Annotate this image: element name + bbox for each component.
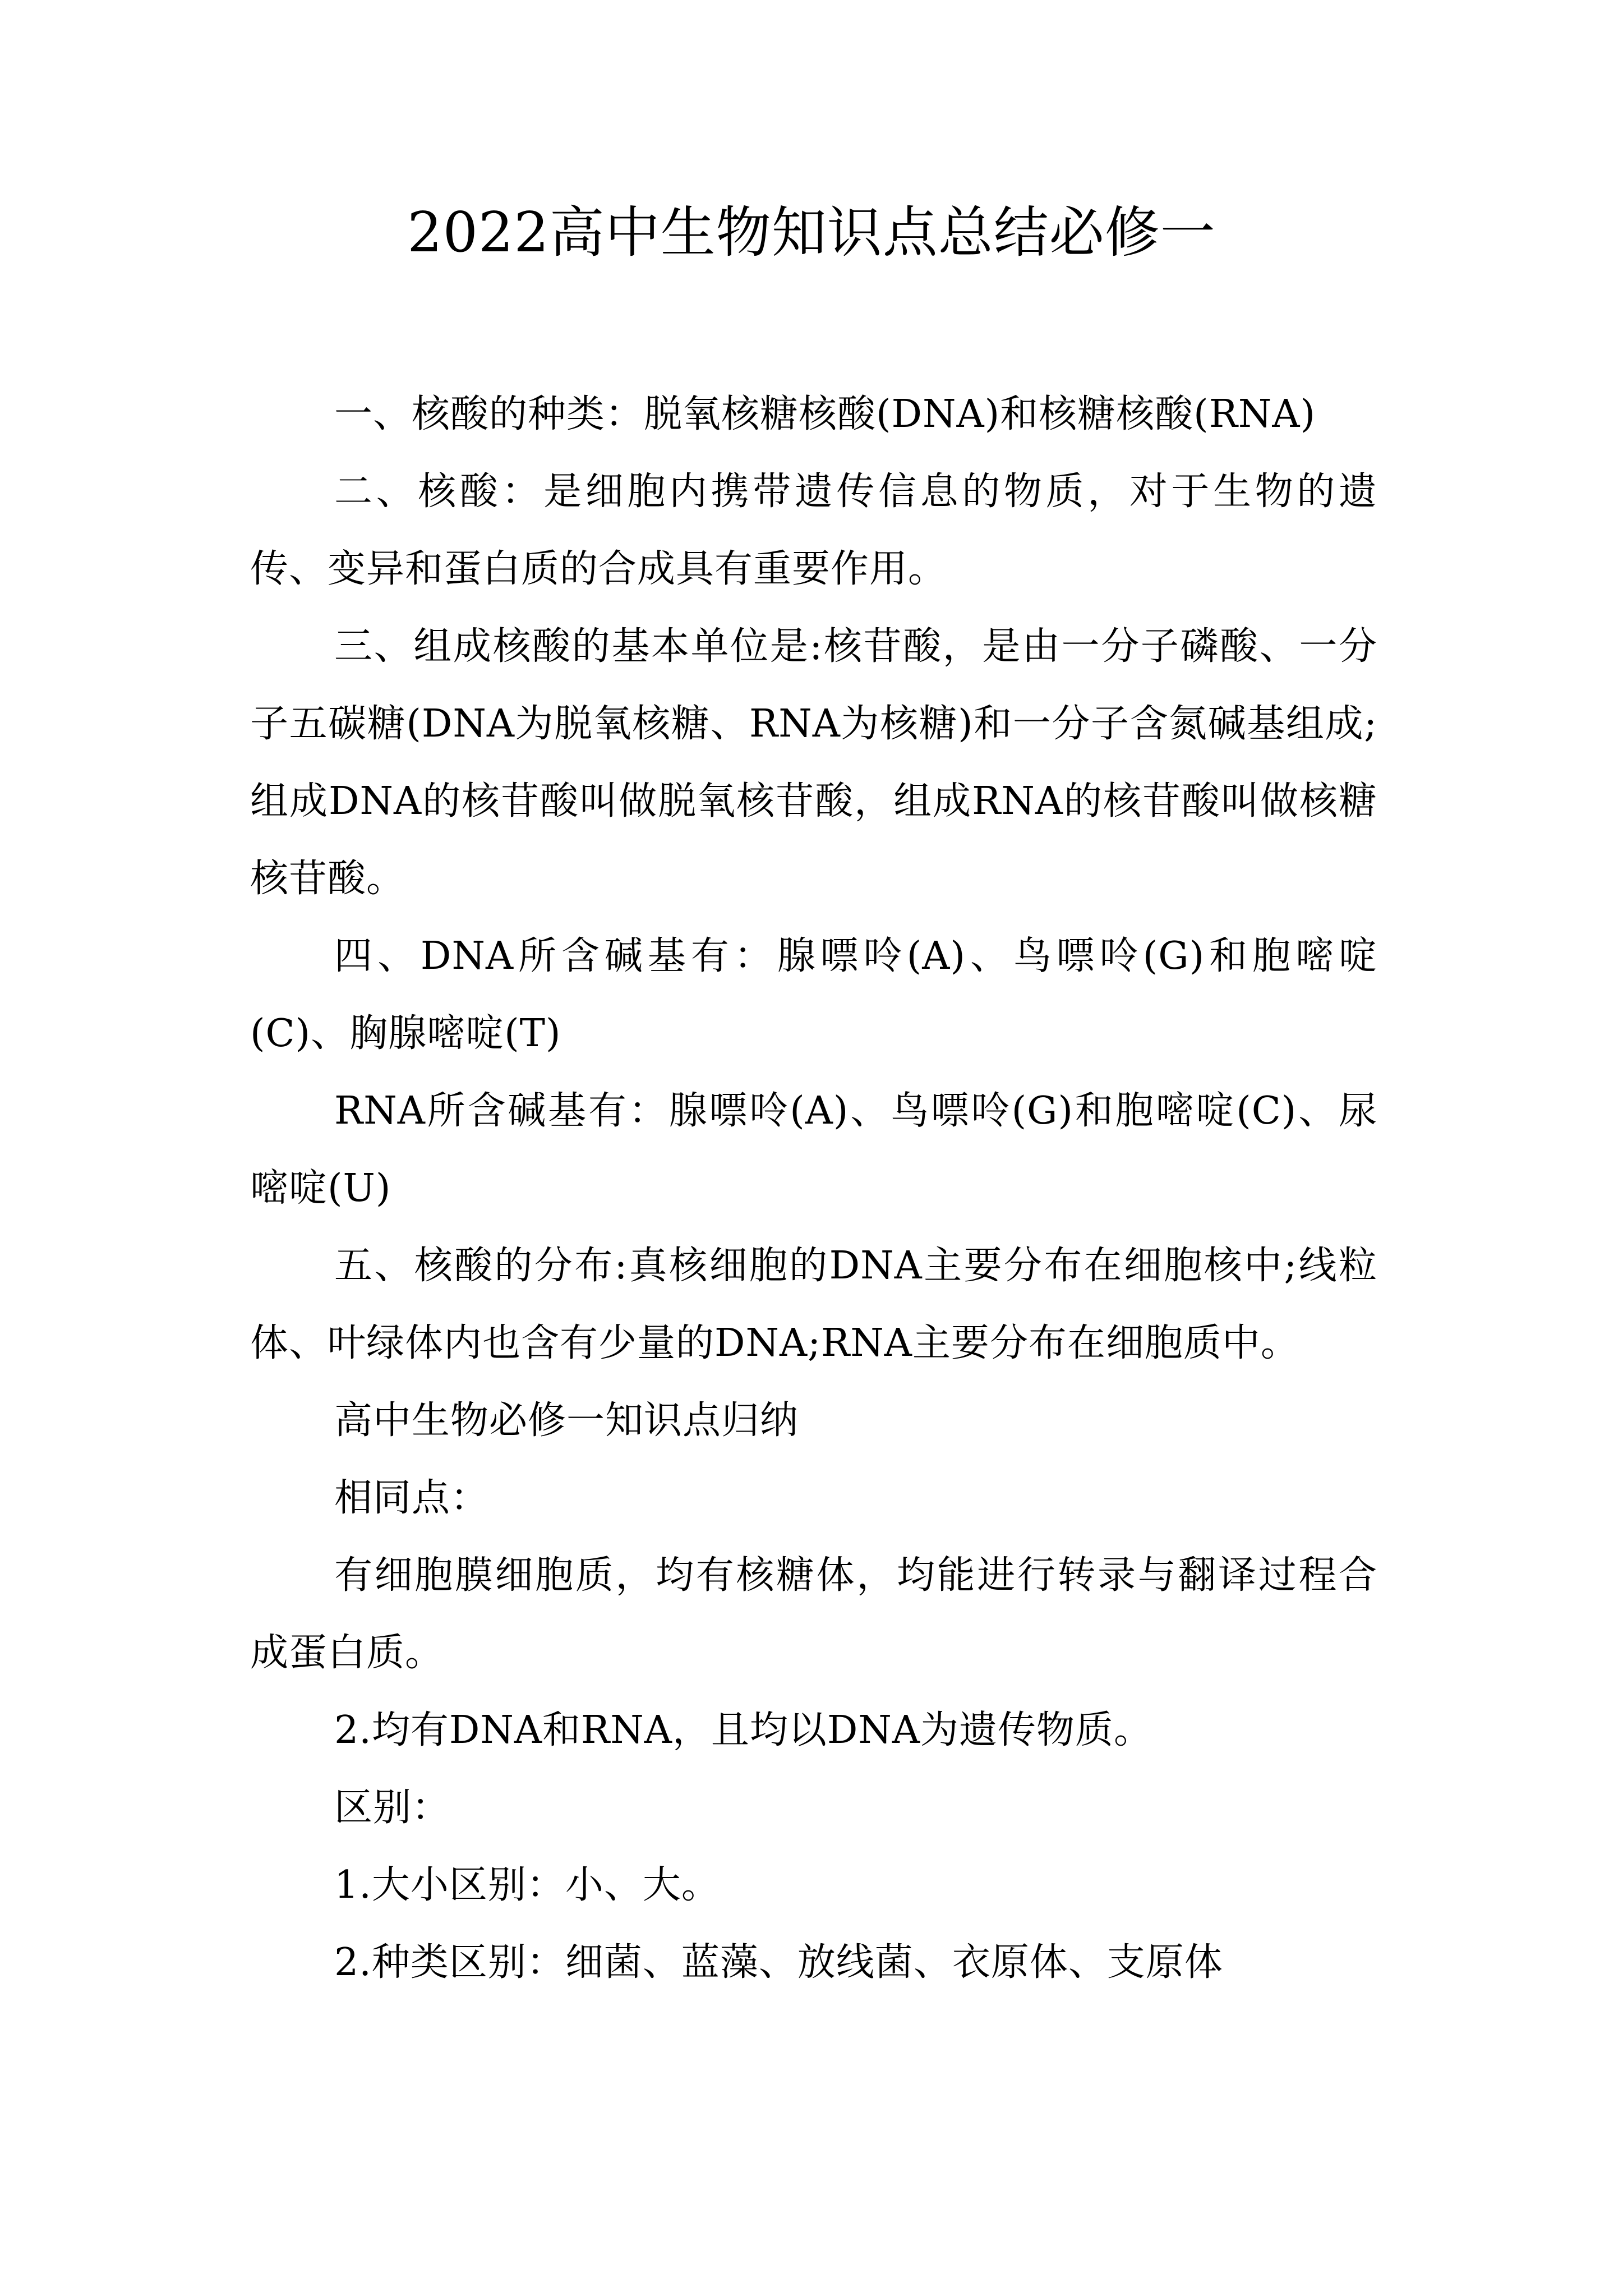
paragraph-nucleic-acid-types: 一、核酸的种类：脱氧核糖核酸(DNA)和核糖核酸(RNA) — [334, 392, 1316, 436]
paragraph-difference-1: 1.大小区别：小、大。 — [334, 1863, 720, 1907]
paragraph-similarities-heading: 相同点： — [334, 1476, 490, 1520]
paragraph-dna-bases: 四、DNA所含碱基有：腺嘌呤(A)、鸟嘌呤(G)和胞嘧啶(C)、胸腺嘧啶(T) — [250, 934, 1377, 1056]
paragraph-similarity-1: 有细胞膜细胞质，均有核糖体，均能进行转录与翻译过程合成蛋白质。 — [250, 1553, 1377, 1675]
paragraph-differences-heading: 区别： — [334, 1786, 451, 1830]
paragraph-nucleic-acid-units: 三、组成核酸的基本单位是:核苷酸，是由一分子磷酸、一分子五碳糖(DNA为脱氧核糖、RNA为核糖)和一分子含氮碱基组成;组成DNA的核苷酸叫做脱氧核苷酸，组成RNA的核苷酸叫做核糖核苷酸。 — [250, 624, 1377, 901]
document-title: 2022高中生物知识点总结必修一 — [407, 201, 1216, 265]
paragraph-similarity-2: 2.均有DNA和RNA，且均以DNA为遗传物质。 — [334, 1708, 1152, 1752]
paragraph-rna-bases: RNA所含碱基有：腺嘌呤(A)、鸟嘌呤(G)和胞嘧啶(C)、尿嘧啶(U) — [250, 1089, 1377, 1211]
paragraph-nucleic-acid-distribution: 五、核酸的分布:真核细胞的DNA主要分布在细胞核中;线粒体、叶绿体内也含有少量的DNA;RNA主要分布在细胞质中。 — [250, 1244, 1377, 1365]
paragraph-difference-2: 2.种类区别：细菌、蓝藻、放线菌、衣原体、支原体 — [334, 1940, 1223, 1985]
document-body — [250, 376, 1377, 2001]
paragraph-nucleic-acid-definition: 二、核酸：是细胞内携带遗传信息的物质，对于生物的遗传、变异和蛋白质的合成具有重要作用。 — [250, 470, 1377, 591]
section-heading: 高中生物必修一知识点归纳 — [334, 1398, 799, 1443]
